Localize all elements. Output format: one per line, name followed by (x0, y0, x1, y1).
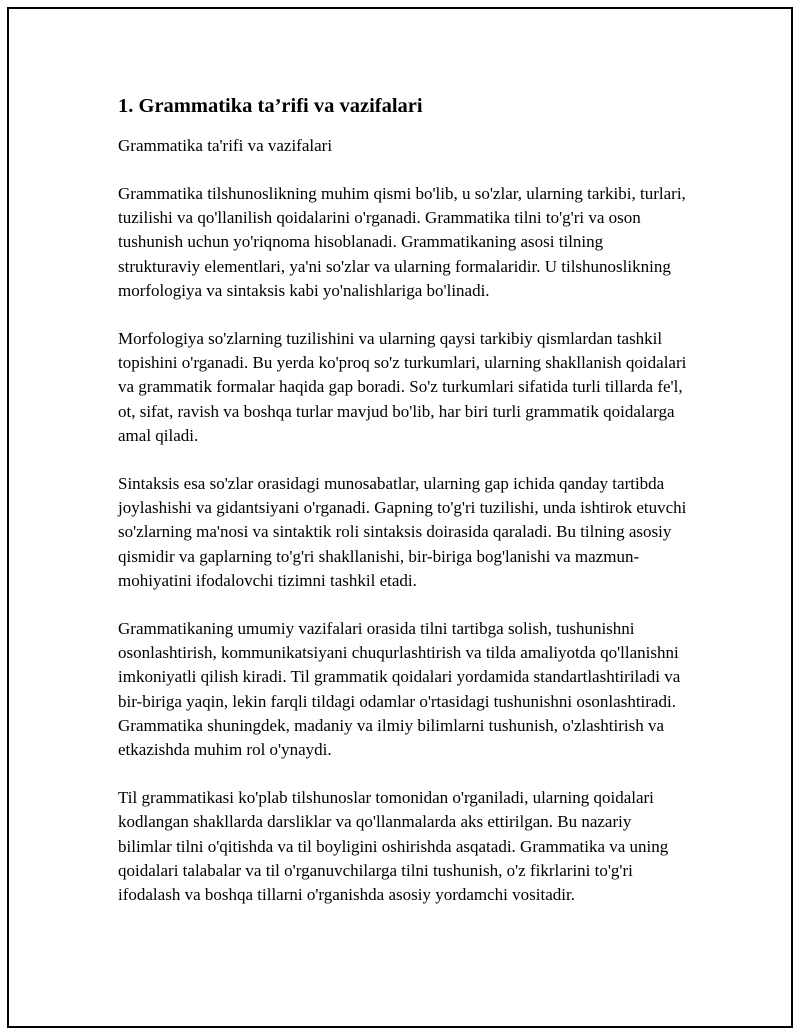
paragraph-4: Grammatikaning umumiy vazifalari orasida tilni tartibga solish, tushunishni osonlashtirish, kommunikatsiyani chuqurlashtirish va tilda amaliyotda qo'llanishni imkoniyatli qilish kiradi. Til grammatik qoidalari yordamida standartlashtiriladi va bir-biriga yaqin, lekin farqli tildagi odamlar o'rtasidagi tushunishni osonlashtiradi. Grammatika shuningdek, madaniy va ilmiy bilimlarni tushunish, o'zlashtirish va etkazishda muhim rol o'ynaydi. (118, 619, 681, 760)
document-subtitle: Grammatika ta'rifi va vazifalari (118, 136, 333, 155)
paragraph-1: Grammatika tilshunoslikning muhim qismi bo'lib, u so'zlar, ularning tarkibi, turlari, tuzilishi va qo'llanilish qoidalarini o'rganadi. Grammatika tilni to'g'ri va oson tushunish uchun yo'riqnoma hisoblanadi. Grammatikaning asosi tilning strukturaviy elementlari, ya'ni so'zlar va ularning formalaridir. U tilshunoslikning morfologiya va sintaksis kabi yo'nalishlariga bo'linadi. (118, 184, 686, 300)
paragraph-5: Til grammatikasi ko'plab tilshunoslar tomonidan o'rganiladi, ularning qoidalari kodlangan shakllarda darsliklar va qo'llanmalarda aks ettirilgan. Bu nazariy bilimlar tilni o'qitishda va til boyligini oshirishda asqatadi. Grammatika va uning qoidalari talabalar va til o'rganuvchilarga tilni tushunish, o'z fikrlarini to'g'ri ifodalash va boshqa tillarni o'rganishda asosiy yordamchi vositadir. (118, 788, 669, 905)
paragraph-2: Morfologiya so'zlarning tuzilishini va ularning qaysi tarkibiy qismlardan tashkil topishini o'rganadi. Bu yerda ko'proq so'z turkumlari, ularning shakllanish qoidalari va grammatik formalar haqida gap boradi. So'z turkumlari sifatida turli tillarda fe'l, ot, sifat, ravish va boshqa turlar mavjud bo'lib, har biri turli grammatik qoidalarga amal qiladi. (118, 329, 687, 445)
paragraph-3: Sintaksis esa so'zlar orasidagi munosabatlar, ularning gap ichida qanday tartibda joylashishi va gidantsiyani o'rganadi. Gapning to'g'ri tuzilishi, unda ishtirok etuvchi so'zlarning ma'nosi va sintaktik roli sintaksis doirasida qaraladi. Bu tilning asosiy qismidir va gaplarning to'g'ri shakllanishi, bir-biriga bog'lanishi va mazmun-mohiyatini ifodalovchi tizimni tashkil etadi. (118, 474, 687, 590)
page-title: 1. Grammatika ta’rifi va vazifalari (118, 95, 423, 117)
document-body (118, 92, 688, 907)
